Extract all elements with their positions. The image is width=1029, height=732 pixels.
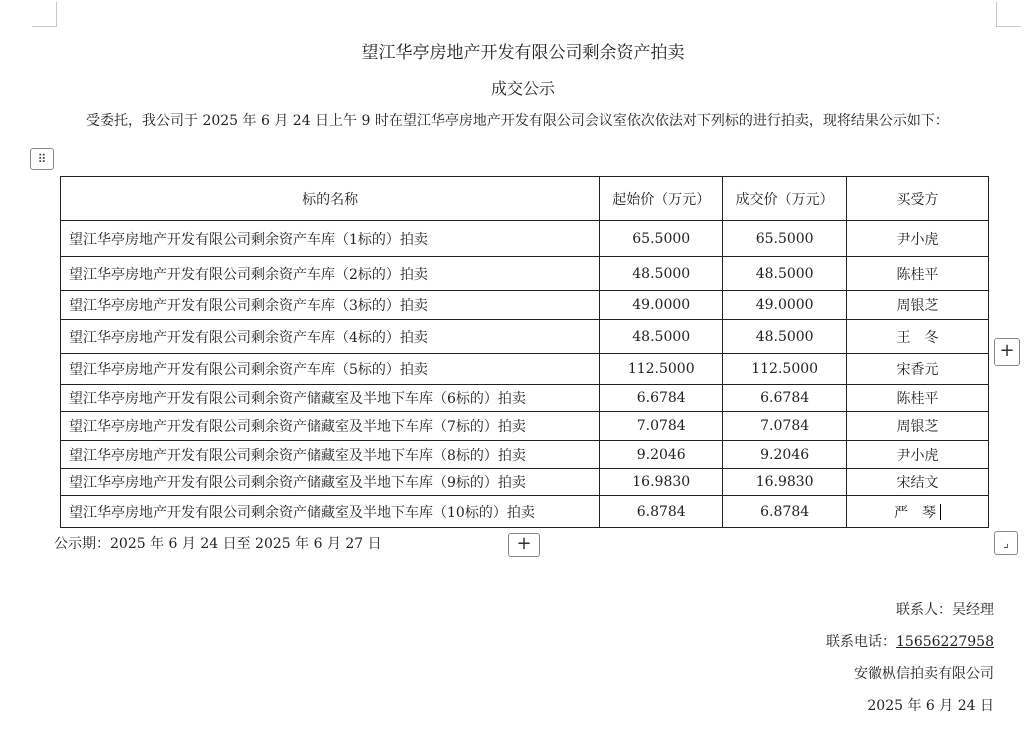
table-row — [61, 291, 989, 320]
cell-start-price[interactable]: 49.0000 — [600, 291, 723, 320]
contact-name: 吴经理 — [952, 602, 994, 618]
cell-deal-price[interactable]: 65.5000 — [723, 221, 847, 257]
header-start-price[interactable]: 起始价（万元） — [600, 177, 723, 221]
cell-item-name[interactable]: 望江华亭房地产开发有限公司剩余资产车库（5标的）拍卖 — [61, 354, 600, 385]
table-header-row — [61, 177, 989, 221]
header-deal-price[interactable]: 成交价（万元） — [723, 177, 847, 221]
cell-start-price[interactable]: 112.5000 — [600, 354, 723, 385]
cell-buyer[interactable]: 宋香元 — [847, 354, 989, 385]
cell-start-price[interactable]: 48.5000 — [600, 257, 723, 291]
phone-number[interactable]: 15656227958 — [896, 634, 994, 650]
cell-buyer[interactable]: 王 冬 — [847, 320, 989, 354]
cell-item-name[interactable]: 望江华亭房地产开发有限公司剩余资产储藏室及半地下车库（8标的）拍卖 — [61, 441, 600, 469]
cell-deal-price[interactable]: 16.9830 — [723, 469, 847, 496]
page-corner-mark-left — [32, 2, 57, 27]
resize-icon: ⌟ — [1003, 536, 1009, 550]
table-row — [61, 385, 989, 412]
cell-deal-price[interactable]: 6.8784 — [723, 496, 847, 528]
result-table — [60, 176, 989, 528]
cell-item-name[interactable]: 望江华亭房地产开发有限公司剩余资产储藏室及半地下车库（6标的）拍卖 — [61, 385, 600, 412]
cell-item-name[interactable]: 望江华亭房地产开发有限公司剩余资产储藏室及半地下车库（9标的）拍卖 — [61, 469, 600, 496]
table-row — [61, 221, 989, 257]
signature-date: 2025 年 6 月 24 日 — [867, 698, 994, 714]
header-item-name[interactable]: 标的名称 — [61, 177, 600, 221]
cell-deal-price[interactable]: 48.5000 — [723, 257, 847, 291]
cell-start-price[interactable]: 6.6784 — [600, 385, 723, 412]
cell-start-price[interactable]: 9.2046 — [600, 441, 723, 469]
cell-deal-price[interactable]: 7.0784 — [723, 412, 847, 441]
table-row — [61, 469, 989, 496]
page-corner-mark-right — [996, 2, 1021, 27]
cell-item-name[interactable]: 望江华亭房地产开发有限公司剩余资产车库（2标的）拍卖 — [61, 257, 600, 291]
cell-deal-price[interactable]: 9.2046 — [723, 441, 847, 469]
cell-item-name[interactable]: 望江华亭房地产开发有限公司剩余资产储藏室及半地下车库（10标的）拍卖 — [61, 496, 600, 528]
cell-buyer[interactable]: 尹小虎 — [847, 441, 989, 469]
document-title: 望江华亭房地产开发有限公司剩余资产拍卖 — [361, 43, 685, 63]
table-row — [61, 257, 989, 291]
move-handle-icon: ⠿ — [37, 152, 47, 166]
plus-icon: + — [516, 533, 532, 554]
table-row — [61, 354, 989, 385]
text-cursor — [940, 504, 941, 520]
cell-buyer[interactable]: 尹小虎 — [847, 221, 989, 257]
table-move-handle[interactable] — [30, 148, 54, 170]
cell-item-name[interactable]: 望江华亭房地产开发有限公司剩余资产车库（4标的）拍卖 — [61, 320, 600, 354]
cell-buyer[interactable]: 陈桂平 — [847, 385, 989, 412]
table-row — [61, 441, 989, 469]
company-name: 安徽枞信拍卖有限公司 — [854, 666, 994, 682]
cell-item-name[interactable]: 望江华亭房地产开发有限公司剩余资产储藏室及半地下车库（7标的）拍卖 — [61, 412, 600, 441]
table-row — [61, 412, 989, 441]
cell-start-price[interactable]: 6.8784 — [600, 496, 723, 528]
table-row — [61, 320, 989, 354]
cell-buyer[interactable]: 周银芝 — [847, 291, 989, 320]
contact-label: 联系人： — [896, 602, 952, 618]
document-subtitle: 成交公示 — [490, 79, 555, 98]
phone-label: 联系电话： — [826, 634, 897, 650]
cell-buyer[interactable] — [847, 496, 989, 528]
cell-deal-price[interactable]: 112.5000 — [723, 354, 847, 385]
cell-item-name[interactable]: 望江华亭房地产开发有限公司剩余资产车库（1标的）拍卖 — [61, 221, 600, 257]
table-row — [61, 496, 989, 528]
cell-item-name[interactable]: 望江华亭房地产开发有限公司剩余资产车库（3标的）拍卖 — [61, 291, 600, 320]
add-column-button[interactable] — [994, 338, 1020, 366]
cell-deal-price[interactable]: 48.5000 — [723, 320, 847, 354]
intro-paragraph: 受委托，我公司于 2025 年 6 月 24 日上午 9 时在望江华亭房地产开发有限公司会议室依次依法对下列标的进行拍卖，现将结果公示如下： — [86, 113, 949, 129]
cell-deal-price[interactable]: 49.0000 — [723, 291, 847, 320]
plus-icon: + — [999, 340, 1015, 361]
cell-start-price[interactable]: 7.0784 — [600, 412, 723, 441]
cell-start-price[interactable]: 16.9830 — [600, 469, 723, 496]
signature-block — [826, 594, 994, 722]
cell-start-price[interactable]: 48.5000 — [600, 320, 723, 354]
buyer-text: 严 琴 — [894, 504, 937, 521]
publicity-period: 公示期：2025 年 6 月 24 日至 2025 年 6 月 27 日 — [54, 536, 382, 552]
cell-start-price[interactable]: 65.5000 — [600, 221, 723, 257]
cell-buyer[interactable]: 陈桂平 — [847, 257, 989, 291]
phone-line — [826, 626, 994, 658]
cell-buyer[interactable]: 宋结文 — [847, 469, 989, 496]
table-resize-button[interactable] — [994, 531, 1018, 555]
header-buyer[interactable]: 买受方 — [847, 177, 989, 221]
cell-deal-price[interactable]: 6.6784 — [723, 385, 847, 412]
contact-line — [826, 594, 994, 626]
cell-buyer[interactable]: 周银芝 — [847, 412, 989, 441]
add-row-button[interactable] — [508, 533, 540, 557]
